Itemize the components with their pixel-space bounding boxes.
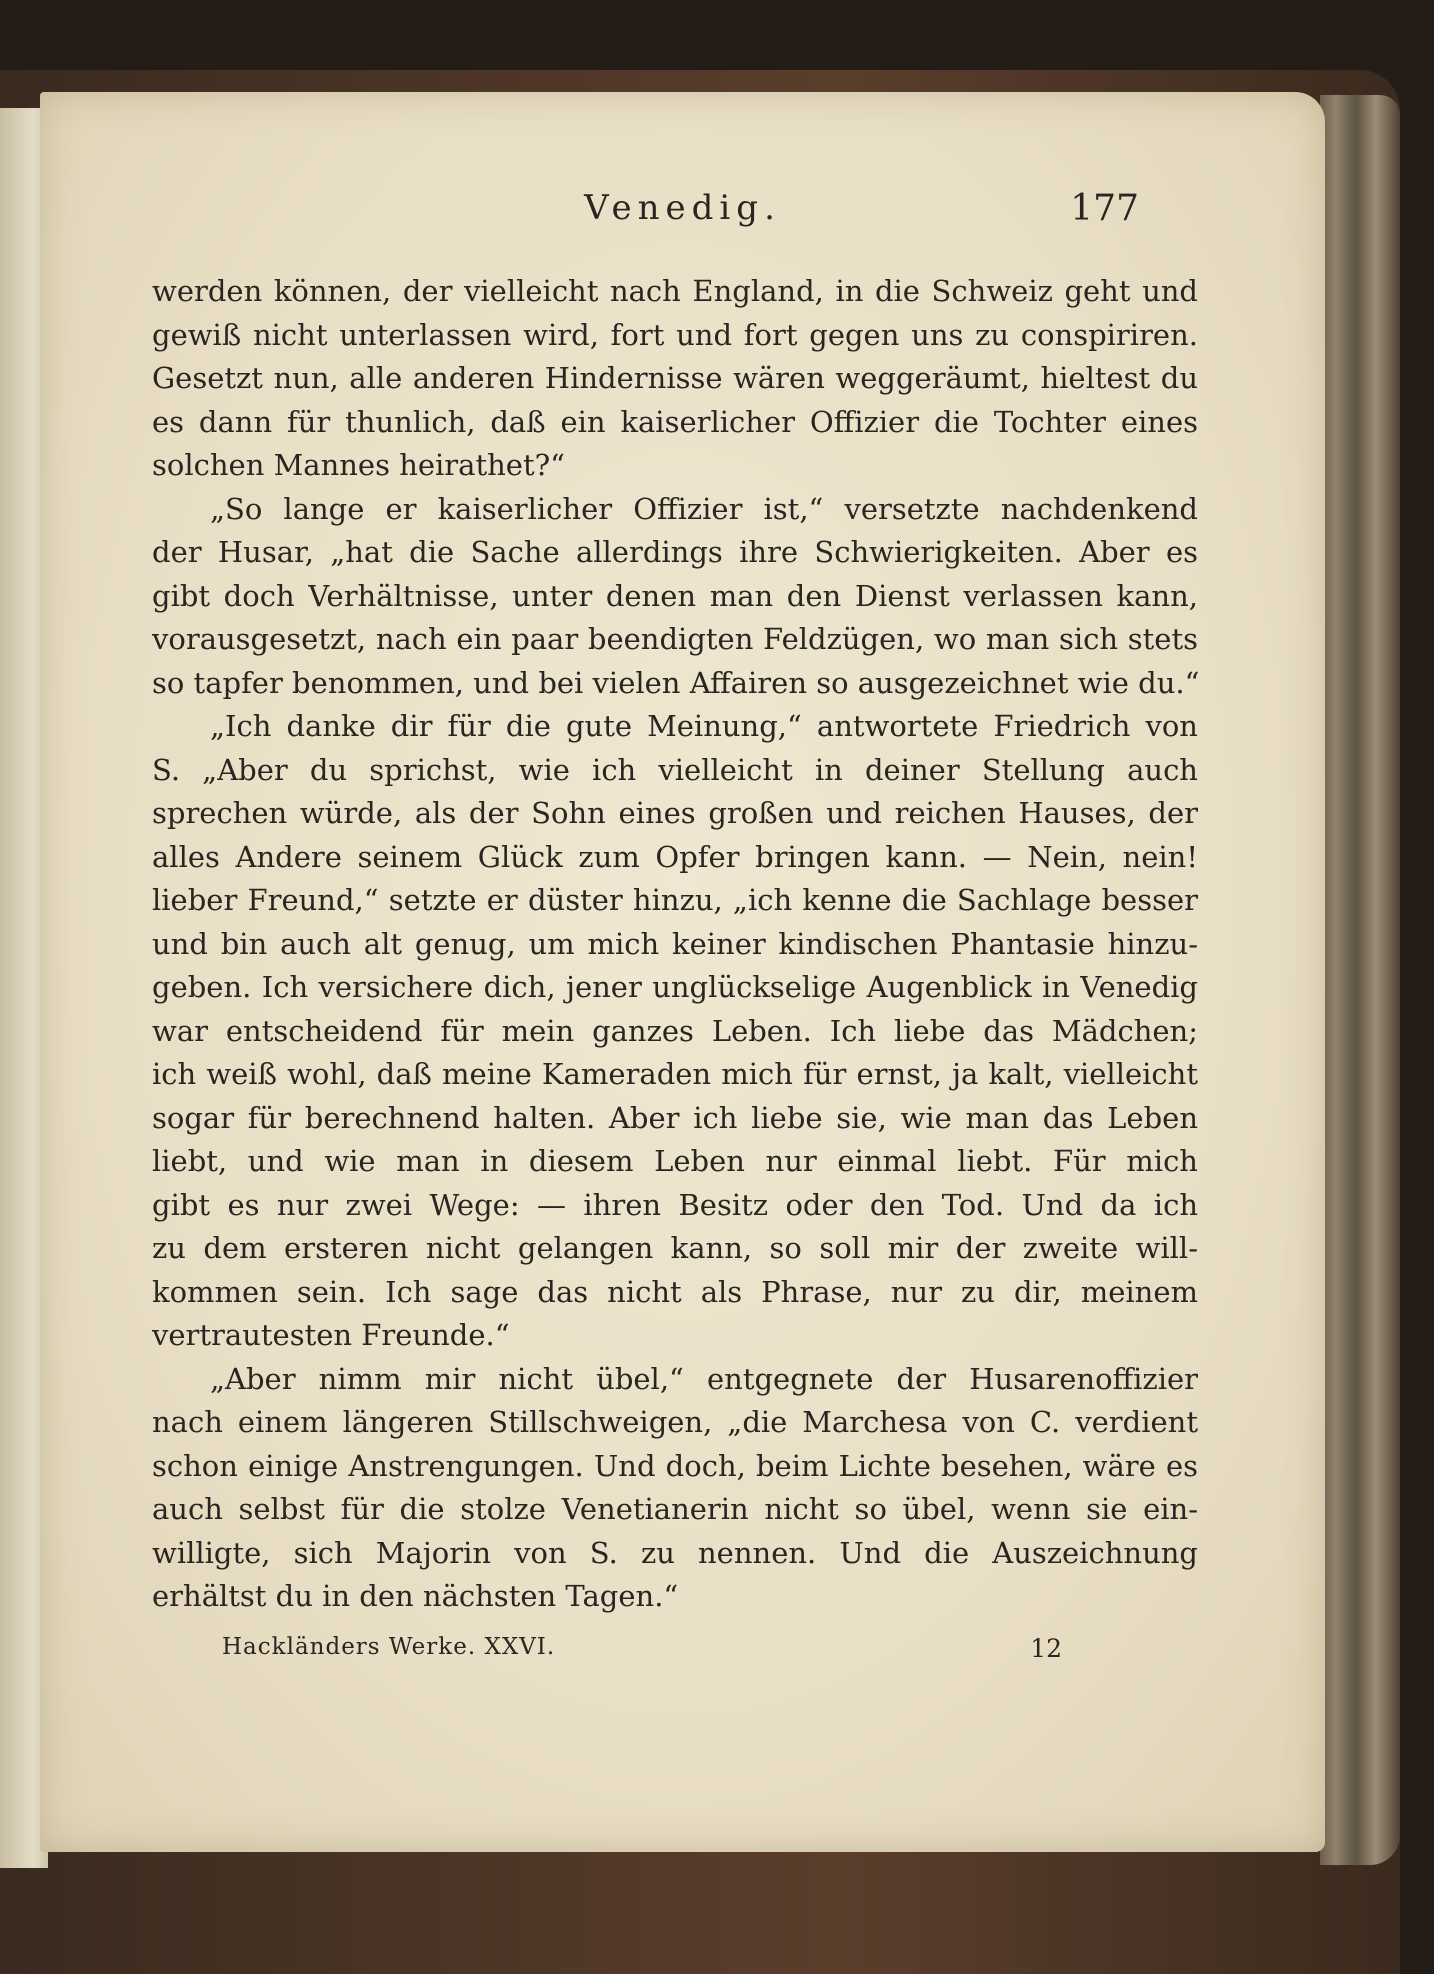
text-line: ich weiß wohl, daß meine Kameraden mich für ernst, ja kalt, vielleicht <box>152 1057 1198 1091</box>
text-line: „Ich danke dir für die gute Meinung,“ antwortete Friedrich von <box>210 709 1198 743</box>
text-line: liebt, und wie man in diesem Leben nur einmal liebt. Für mich <box>152 1144 1198 1178</box>
text-line: willigte, sich Majorin von S. zu nennen. Und die Auszeichnung <box>152 1535 1198 1570</box>
text-line: schon einige Anstrengungen. Und doch, beim Lichte besehen, wäre es <box>152 1448 1198 1483</box>
text-line: Gesetzt nun, alle anderen Hindernisse wären weggeräumt, hieltest du <box>152 361 1198 395</box>
running-head-title: Venedig. <box>584 188 781 228</box>
text-line: vertrautesten Freunde.“ <box>152 1318 510 1352</box>
text-line: geben. Ich versichere dich, jener unglückselige Augenblick in Venedig <box>152 970 1198 1004</box>
running-head <box>40 188 1325 248</box>
text-line: der Husar, „hat die Sache allerdings ihre Schwierigkeiten. Aber es <box>152 535 1198 569</box>
page-footer <box>182 1634 1062 1674</box>
signature-mark: 12 <box>1030 1634 1062 1663</box>
text-line: solchen Mannes heirathet?“ <box>152 448 565 482</box>
text-line: gibt doch Verhältnisse, unter denen man den Dienst verlassen kann, <box>152 578 1198 613</box>
body-text <box>152 270 1198 1619</box>
text-line: alles Andere seinem Glück zum Opfer bringen kann. — Nein, nein! <box>152 839 1198 874</box>
text-line: erhältst du in den nächsten Tagen.“ <box>152 1579 679 1613</box>
text-line: kommen sein. Ich sage das nicht als Phrase, nur zu dir, meinem <box>152 1274 1198 1309</box>
book-page <box>40 92 1325 1852</box>
text-line: gewiß nicht unterlassen wird, fort und fort gegen uns zu conspiriren. <box>152 317 1198 352</box>
page-number: 177 <box>1070 188 1139 229</box>
text-line: nach einem längeren Stillschweigen, „die Marchesa von C. verdient <box>152 1405 1198 1439</box>
text-line: auch selbst für die stolze Venetianerin nicht so übel, wenn sie ein- <box>152 1492 1198 1526</box>
text-line: S. „Aber du sprichst, wie ich vielleicht in deiner Stellung auch <box>152 752 1198 787</box>
text-line: war entscheidend für mein ganzes Leben. Ich liebe das Mädchen; <box>152 1013 1198 1048</box>
text-line: lieber Freund,“ setzte er düster hinzu, „ich kenne die Sachlage besser <box>152 883 1198 917</box>
text-line: zu dem ersteren nicht gelangen kann, so soll mir der zweite will- <box>152 1231 1198 1265</box>
text-line: sogar für berechnend halten. Aber ich liebe sie, wie man das Leben <box>152 1100 1198 1135</box>
text-line: vorausgesetzt, nach ein paar beendigten Feldzügen, wo man sich stets <box>152 622 1198 656</box>
text-line: werden können, der vielleicht nach England, in die Schweiz geht und <box>152 274 1198 308</box>
text-line: es dann für thunlich, daß ein kaiserlicher Offizier die Tochter eines <box>152 404 1198 439</box>
text-line: sprechen würde, als der Sohn eines großen und reichen Hauses, der <box>152 796 1198 830</box>
text-line: „So lange er kaiserlicher Offizier ist,“ versetzte nachdenkend <box>210 491 1198 526</box>
page-edges <box>1320 95 1400 1865</box>
footer-title: Hackländers Werke. XXVI. <box>222 1634 556 1660</box>
text-line: „Aber nimm mir nicht übel,“ entgegnete der Husarenoffizier <box>210 1361 1198 1396</box>
text-line: und bin auch alt genug, um mich keiner kindischen Phantasie hinzu- <box>152 926 1198 961</box>
text-line: so tapfer benommen, und bei vielen Affairen so ausgezeichnet wie du.“ <box>152 665 1200 700</box>
text-line: gibt es nur zwei Wege: — ihren Besitz oder den Tod. Und da ich <box>152 1187 1198 1222</box>
